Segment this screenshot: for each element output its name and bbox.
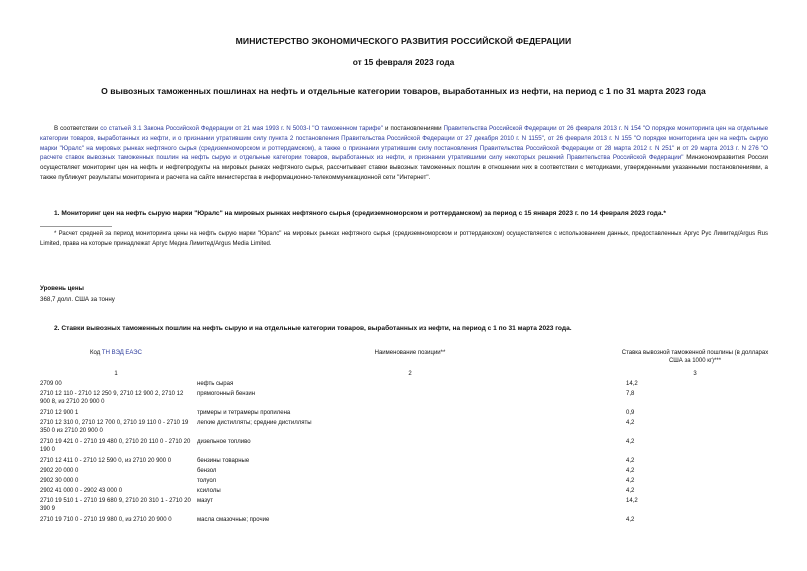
price-level-label: Уровень цены: [40, 285, 84, 292]
row-code: 2710 19 710 0 - 2710 19 980 0, из 2710 20 900 0: [40, 517, 172, 523]
row-code: 2710 12 900 1: [40, 410, 79, 416]
section-2-heading: 2. Ставки вывозных таможенных пошлин на нефть сырую и на отдельные категории товаров, выработанных из нефти, на период с 1 по 31 марта 2023 года.: [54, 325, 572, 332]
row-rate: 4,2: [626, 458, 635, 464]
row-rate: 4,2: [626, 478, 635, 484]
column-header-code: [40, 349, 192, 357]
row-name: прямогонный бензин: [197, 391, 256, 397]
tn-ved-link[interactable]: ТН ВЭД ЕАЭС: [101, 350, 142, 356]
row-name: толуол: [197, 478, 217, 484]
row-rate: 4,2: [626, 517, 635, 523]
intro-text-4: и: [674, 144, 683, 152]
intro-text-3: ,: [543, 134, 548, 142]
column-number-2: 2: [408, 371, 412, 377]
row-rate: 14,2: [626, 498, 638, 504]
column-header-code-prefix: Код: [90, 350, 102, 356]
row-name: бензины товарные: [197, 458, 250, 464]
row-code: 2710 12 411 0 - 2710 12 590 0, из 2710 20 900 0: [40, 458, 172, 464]
row-rate: 4,2: [626, 488, 635, 494]
row-rate: 7,8: [626, 391, 635, 397]
row-name: дизельное топливо: [197, 439, 251, 445]
footnote-divider: [40, 226, 112, 227]
row-code: 2710 12 310 0, 2710 12 700 0, 2710 19 110 0 - 2710 19 350 0 из 2710 20 900 0: [40, 420, 189, 434]
row-rate: 4,2: [626, 468, 635, 474]
document-title: О вывозных таможенных пошлинах на нефть и отдельные категории товаров, выработанных из нефти, на период с 1 по 31 марта 2023 года: [101, 86, 706, 96]
row-name: ксилолы: [197, 488, 221, 494]
price-level-value: 368,7 долл. США за тонну: [40, 296, 115, 303]
resolution-276-link[interactable]: от 29 марта 2013 г. N 276 "О расчете ставок вывозных таможенных пошлин на нефть сырую и отдельные категории товаров, выработанных из нефти, и признании утратившими силу некоторых решений Правительства Российской Федерации": [40, 144, 768, 162]
row-code: 2902 41 000 0 - 2902 43 000 0: [40, 488, 123, 494]
intro-text-1: В соответствии: [54, 125, 101, 132]
ministry-heading: МИНИСТЕРСТВО ЭКОНОМИЧЕСКОГО РАЗВИТИЯ РОССИЙСКОЙ ФЕДЕРАЦИИ: [235, 36, 572, 46]
row-code: 2709 00: [40, 381, 62, 387]
row-name: бензол: [197, 468, 217, 474]
row-name: легкие дистилляты; средние дистилляты: [197, 420, 312, 426]
row-code: 2902 30 000 0: [40, 478, 79, 484]
row-rate: 4,2: [626, 439, 635, 445]
row-rate: 0,9: [626, 410, 635, 416]
row-code: 2710 12 110 - 2710 12 250 9, 2710 12 900 2, 2710 12 900 8, из 2710 20 900 0: [40, 391, 184, 405]
row-name: тримеры и тетрамеры пропилена: [197, 410, 291, 416]
law-link[interactable]: со статьей 3.1 Закона Российской Федерации от 21 мая 1993 г. N 5003-I "О таможенном тарифе": [100, 125, 384, 132]
intro-text-5: Минэкономразвития России осуществляет мониторинг цен на нефть и нефтепродукты на мировых рынках нефтяного сырья, рассчитывает ставки вывозных таможенных пошлин в отношении них в соответствии с методиками, утвержденными указанными постановлениями, а также публикует результаты мониторинга и расчета на сайте министерства в информационно-телекоммуникационной сети "Интернет".: [40, 154, 768, 181]
intro-text-2: и постановлениями: [383, 125, 444, 132]
row-name: нефть сырая: [197, 381, 234, 387]
column-number-3: 3: [693, 371, 697, 377]
row-code: 2710 19 510 1 - 2710 19 680 9, 2710 20 310 1 - 2710 20 390 9: [40, 498, 191, 512]
row-code: 2710 19 421 0 - 2710 19 480 0, 2710 20 110 0 - 2710 20 190 0: [40, 439, 191, 453]
row-name: масла смазочные; прочие: [197, 517, 270, 523]
intro-paragraph: [40, 124, 768, 183]
resolution-154-link[interactable]: Правительства Российской Федерации от 26 февраля 2013 г. N 154 "О порядке мониторинга цен на отдельные категории товаров, выработанных из нефти, и о признании утратившим силу пункта 2 постановления Правительства Российской Федерации от 27 декабря 2010 г. N 1155": [40, 125, 769, 142]
resolution-155-link[interactable]: от 26 февраля 2013 г. N 155 "О порядке мониторинга цен на нефть сырую марки "Юралс" на мировых рынках нефтяного сырья (средиземноморском и роттердамском), а также о признании утратившим силу постановления Правительства Российской Федерации от 28 марта 2012 г. N 251": [40, 134, 768, 152]
document-date: от 15 февраля 2023 года: [352, 57, 455, 67]
row-rate: 14,2: [626, 381, 638, 387]
row-name: мазут: [197, 498, 213, 504]
column-header-rate: Ставка вывозной таможенной пошлины (в долларах США за 1000 кг)***: [621, 350, 769, 364]
row-code: 2902 20 000 0: [40, 468, 79, 474]
column-number-1: 1: [114, 371, 118, 377]
section-1-heading: 1. Мониторинг цен на нефть сырую марки "Юралс" на мировых рынках нефтяного сырья (средиземноморском и роттердамском) за период с 15 января 2023 г. по 14 февраля 2023 года.*: [54, 210, 666, 217]
footnote-text: * Расчет средней за период мониторинга цены на нефть сырую марки "Юралс" на мировых рынках нефтяного сырья (средиземноморском и роттердамском) осуществляется с использованием данных, предоставленных Аргус Рус Лимитед/Argus Rus Limited, права на которые принадлежат Аргус Медиа Лимитед/Argus Media Limited.: [40, 231, 768, 247]
row-rate: 4,2: [626, 420, 635, 426]
column-header-name: Наименование позиции**: [374, 350, 446, 356]
